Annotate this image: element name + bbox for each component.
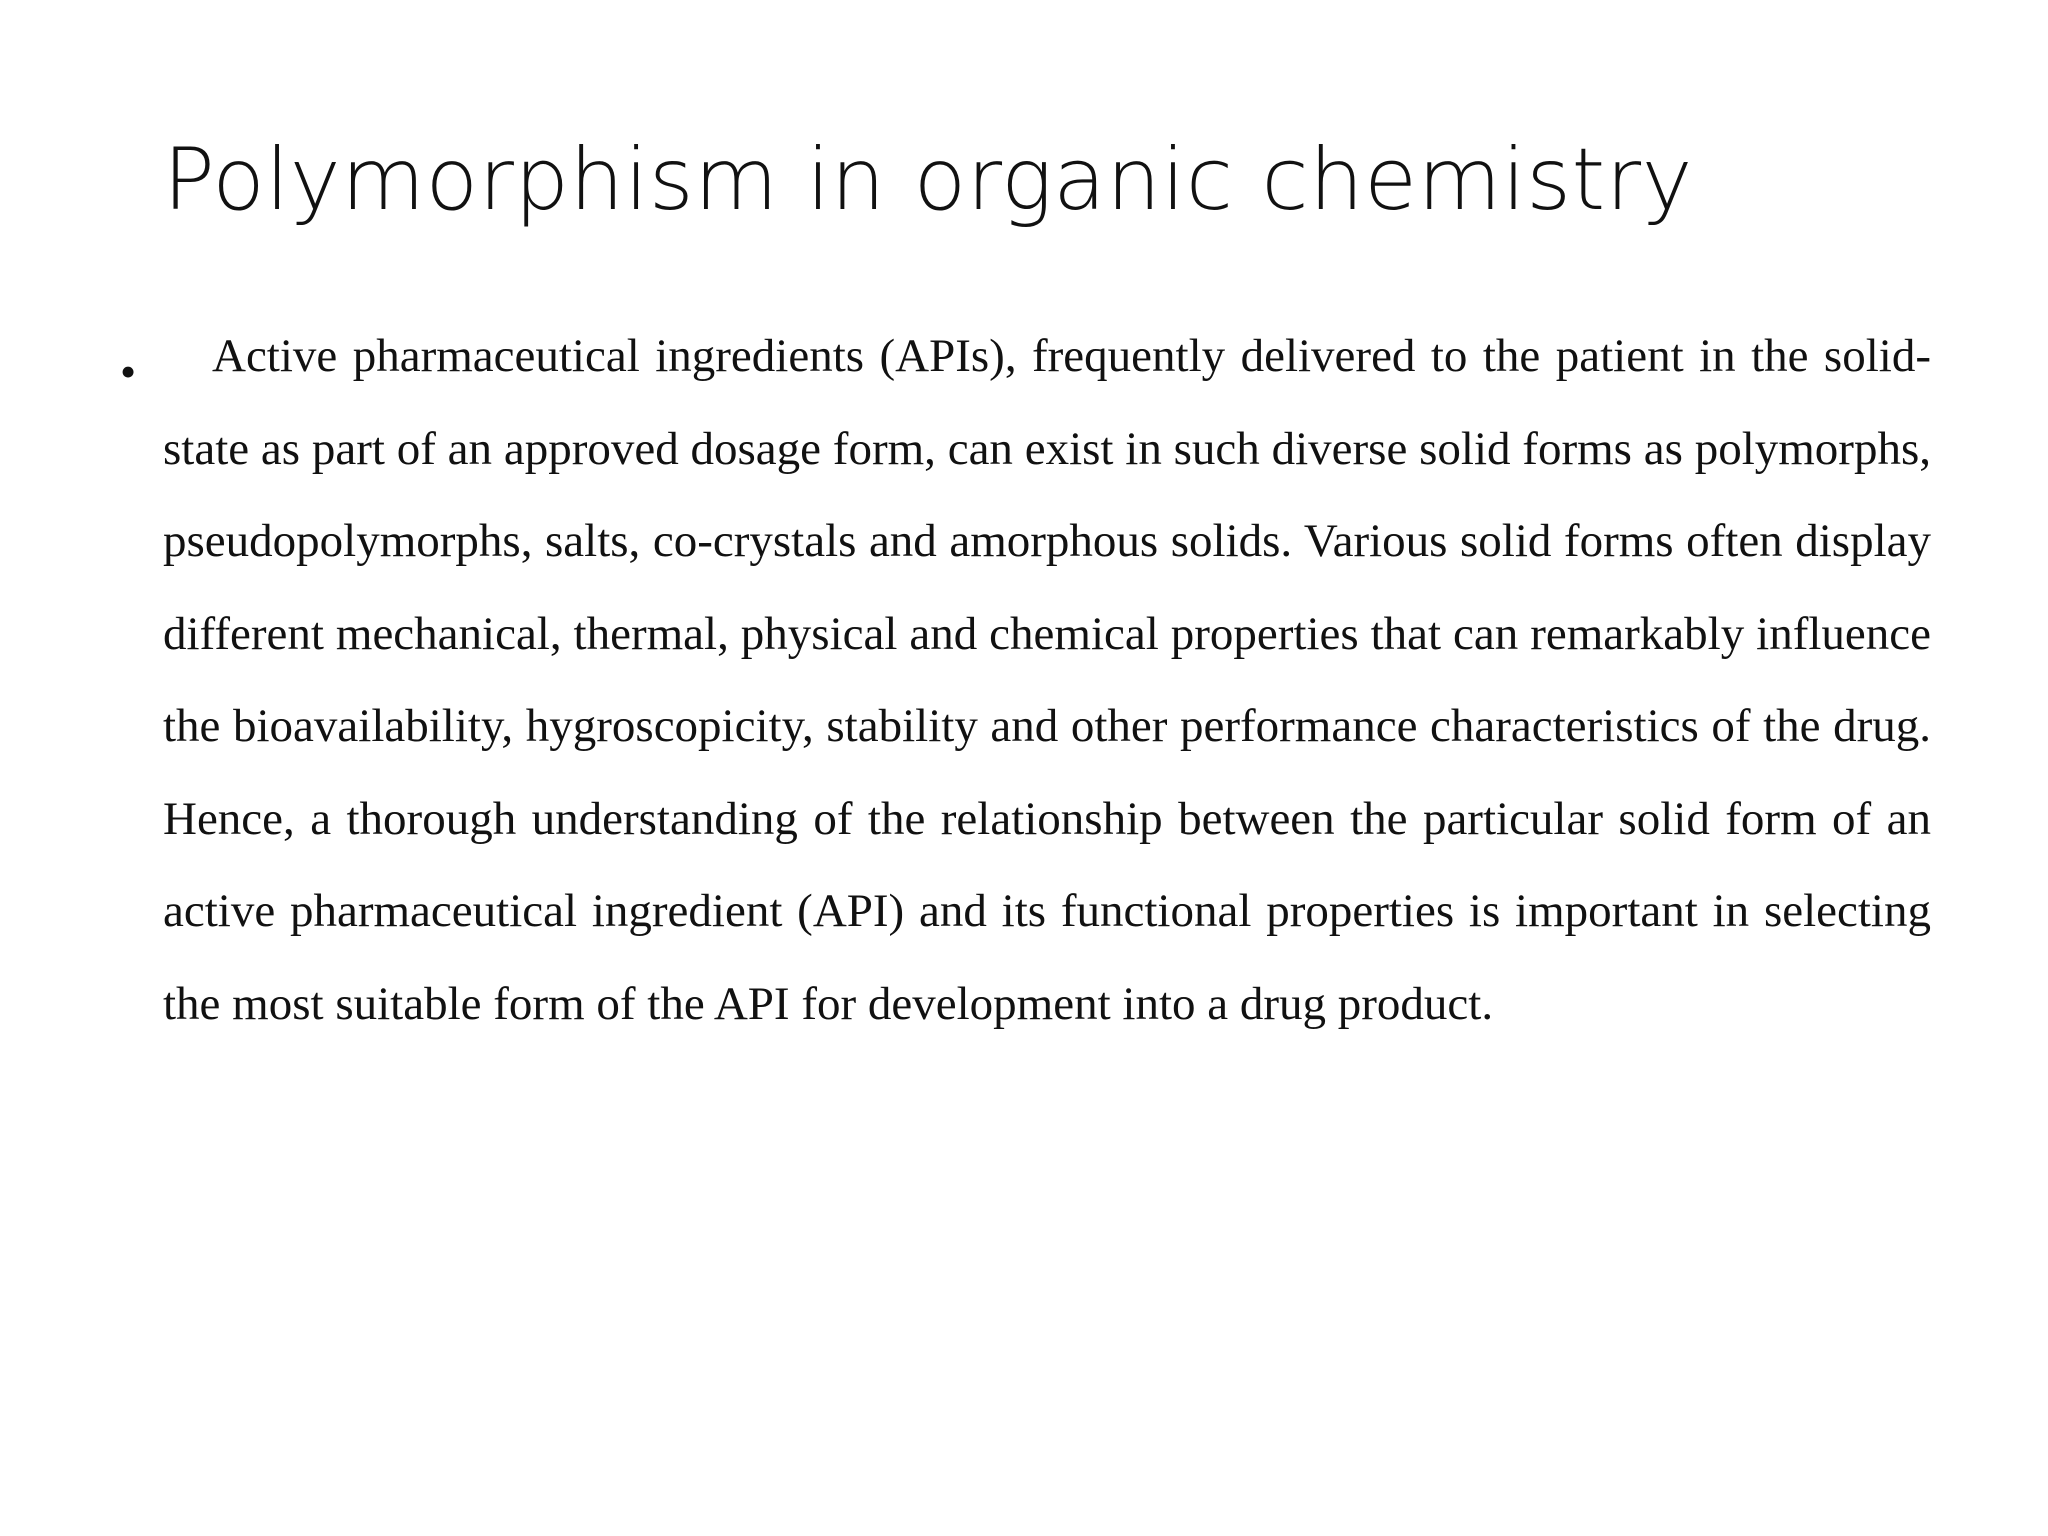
bullet-paragraph: Active pharmaceutical ingredients (APIs), frequently delivered to the patient in the solid-state as part of an approved dosage form, can exist in such diverse solid forms as polymorphs, pseudopolymorphs, salts, co-crystals and amorphous solids. Various solid forms often display different mechanical, thermal, physical and chemical properties that can remarkably influence the bioavailability, hygroscopicity, stability and other performance characteristics of the drug. Hence, a thorough understanding of the relationship between the particular solid form of an active pharmaceutical ingredient (API) and its functional properties is important in selecting the most suitable form of the API for development into a drug product.	[163, 330, 1931, 1030]
bullet-marker: •	[120, 346, 137, 397]
slide-title: Polymorphism in organic chemistry	[163, 130, 1694, 230]
